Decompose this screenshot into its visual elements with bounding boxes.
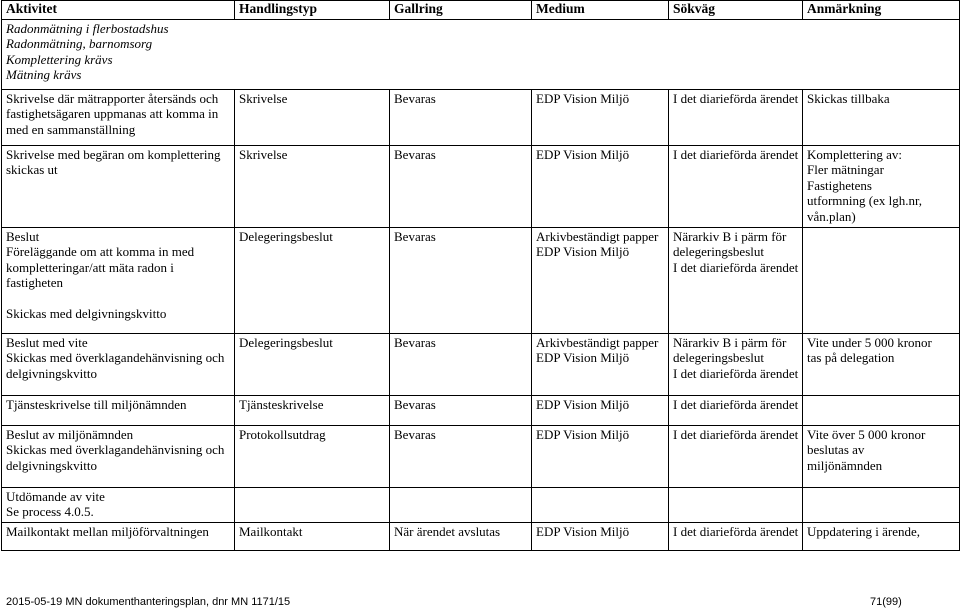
anmarkning-line: miljönämnden	[807, 457, 883, 473]
cell-medium	[532, 145, 669, 227]
cell-handlingstyp	[235, 333, 390, 395]
cell-handlingstyp	[235, 425, 390, 487]
handlingstyp-line: Delegeringsbeslut	[239, 228, 333, 244]
cell-sokvag	[669, 395, 803, 425]
anmarkning-line: Komplettering av:	[807, 146, 902, 162]
sokvag-line: I det diarieförda ärendet	[673, 146, 799, 162]
handlingstyp-line: Tjänsteskrivelse	[239, 396, 324, 412]
header-handlingstyp: Handlingstyp	[235, 1, 390, 20]
cell-aktivitet	[2, 395, 235, 425]
cell-anmarkning	[803, 425, 960, 487]
cell-handlingstyp	[235, 89, 390, 145]
gallring-line: Bevaras	[394, 334, 436, 350]
cell-anmarkning	[803, 89, 960, 145]
cell-aktivitet	[2, 145, 235, 227]
aktivitet-line: Se process 4.0.5.	[6, 504, 94, 519]
intro-row	[2, 19, 960, 89]
document-plan-table	[1, 0, 960, 551]
gallring-line: När ärendet avslutas	[394, 523, 501, 539]
cell-medium	[532, 89, 669, 145]
aktivitet-line: kompletteringar/att mäta radon i	[6, 259, 174, 275]
cell-handlingstyp	[235, 145, 390, 227]
anmarkning-line: Uppdatering i ärende,	[807, 523, 920, 539]
cell-gallring	[390, 487, 532, 522]
table-row	[2, 227, 960, 333]
aktivitet-line: delgivningskvitto	[6, 457, 97, 473]
handlingstyp-line: Skrivelse	[239, 146, 288, 162]
cell-aktivitet	[2, 89, 235, 145]
anmarkning-line: beslutas av	[807, 442, 865, 457]
cell-aktivitet	[2, 227, 235, 333]
anmarkning-line: Vite under 5 000 kronor	[807, 334, 932, 350]
sokvag-line: I det diarieförda ärendet	[673, 396, 799, 412]
cell-sokvag	[669, 487, 803, 522]
table-row	[2, 89, 960, 145]
medium-line: EDP Vision Miljö	[536, 350, 630, 365]
anmarkning-line: vån.plan)	[807, 208, 856, 224]
cell-anmarkning	[803, 145, 960, 227]
cell-medium	[532, 333, 669, 395]
cell-gallring	[390, 333, 532, 395]
anmarkning-line: Fler mätningar	[807, 162, 884, 177]
cell-gallring	[390, 522, 532, 550]
intro-cell	[2, 19, 960, 89]
sokvag-line: Närarkiv B i pärm för	[673, 228, 787, 244]
cell-anmarkning	[803, 522, 960, 550]
sokvag-line: I det diarieförda ärendet	[673, 523, 799, 539]
medium-line: EDP Vision Miljö	[536, 90, 630, 106]
header-row	[2, 1, 960, 20]
sokvag-line: delegeringsbeslut	[673, 244, 764, 259]
table-row	[2, 522, 960, 550]
intro-item: Komplettering krävs	[6, 51, 113, 67]
medium-line: Arkivbeständigt papper	[536, 334, 659, 350]
sokvag-line: I det diarieförda ärendet	[673, 259, 799, 275]
header-aktivitet: Aktivitet	[2, 1, 235, 20]
aktivitet-line: Skrivelse där mätrapporter återsänds och	[6, 90, 219, 106]
aktivitet-line: Skickas med delgivningskvitto	[6, 306, 167, 321]
aktivitet-line: fastighetsägaren uppmanas att komma in	[6, 106, 219, 121]
aktivitet-line: med en sammanställning	[6, 121, 136, 137]
aktivitet-line: Tjänsteskrivelse till miljönämnden	[6, 396, 187, 412]
aktivitet-line: Beslut med vite	[6, 334, 88, 350]
header-medium: Medium	[532, 1, 669, 20]
medium-line: Arkivbeständigt papper	[536, 228, 659, 244]
gallring-line: Bevaras	[394, 228, 436, 244]
intro-item: Mätning krävs	[6, 67, 82, 82]
cell-aktivitet	[2, 487, 235, 522]
aktivitet-line: fastigheten	[6, 275, 64, 290]
gallring-line: Bevaras	[394, 396, 436, 412]
cell-sokvag	[669, 333, 803, 395]
gallring-line: Bevaras	[394, 90, 436, 106]
aktivitet-line	[6, 291, 231, 307]
cell-medium	[532, 522, 669, 550]
anmarkning-line: Skickas tillbaka	[807, 90, 890, 106]
handlingstyp-line: Delegeringsbeslut	[239, 334, 333, 350]
intro-item: Radonmätning, barnomsorg	[6, 36, 153, 51]
cell-anmarkning	[803, 333, 960, 395]
cell-handlingstyp	[235, 522, 390, 550]
table-row	[2, 395, 960, 425]
cell-handlingstyp	[235, 487, 390, 522]
medium-line: EDP Vision Miljö	[536, 396, 630, 412]
anmarkning-line: utformning (ex lgh.nr,	[807, 193, 923, 208]
medium-line: EDP Vision Miljö	[536, 426, 630, 442]
medium-line: EDP Vision Miljö	[536, 523, 630, 539]
cell-medium	[532, 425, 669, 487]
cell-aktivitet	[2, 333, 235, 395]
anmarkning-line: tas på delegation	[807, 350, 895, 365]
medium-line: EDP Vision Miljö	[536, 146, 630, 162]
gallring-line: Bevaras	[394, 146, 436, 162]
intro-item: Radonmätning i flerbostadshus	[6, 20, 169, 36]
aktivitet-line: Beslut av miljönämnden	[6, 426, 134, 442]
cell-aktivitet	[2, 522, 235, 550]
sokvag-line: I det diarieförda ärendet	[673, 365, 799, 381]
footer-document-reference: 2015-05-19 MN dokumenthanteringsplan, dnr MN 1171/15	[6, 596, 291, 608]
aktivitet-line: Skrivelse med begäran om komplettering	[6, 146, 221, 162]
sokvag-line: I det diarieförda ärendet	[673, 426, 799, 442]
cell-sokvag	[669, 227, 803, 333]
cell-anmarkning	[803, 487, 960, 522]
table-row	[2, 487, 960, 522]
sokvag-line: Närarkiv B i pärm för	[673, 334, 787, 350]
cell-anmarkning	[803, 227, 960, 333]
cell-aktivitet	[2, 425, 235, 487]
cell-gallring	[390, 227, 532, 333]
handlingstyp-line: Skrivelse	[239, 90, 288, 106]
cell-anmarkning	[803, 395, 960, 425]
sokvag-line: delegeringsbeslut	[673, 350, 764, 365]
aktivitet-line: Mailkontakt mellan miljöförvaltningen	[6, 523, 209, 539]
cell-medium	[532, 227, 669, 333]
header-sokvag: Sökväg	[669, 1, 803, 20]
cell-handlingstyp	[235, 227, 390, 333]
gallring-line: Bevaras	[394, 426, 436, 442]
cell-sokvag	[669, 425, 803, 487]
cell-medium	[532, 395, 669, 425]
anmarkning-line: Vite över 5 000 kronor	[807, 426, 926, 442]
footer-page-number: 71(99)	[870, 596, 902, 608]
aktivitet-line: delgivningskvitto	[6, 365, 97, 381]
cell-handlingstyp	[235, 395, 390, 425]
aktivitet-line: Föreläggande om att komma in med	[6, 244, 195, 259]
cell-gallring	[390, 395, 532, 425]
cell-sokvag	[669, 89, 803, 145]
aktivitet-line: Utdömande av vite	[6, 488, 105, 504]
cell-sokvag	[669, 522, 803, 550]
table-row	[2, 333, 960, 395]
cell-gallring	[390, 89, 532, 145]
header-gallring: Gallring	[390, 1, 532, 20]
aktivitet-line: skickas ut	[6, 162, 58, 177]
cell-sokvag	[669, 145, 803, 227]
handlingstyp-line: Protokollsutdrag	[239, 426, 326, 442]
table-row	[2, 145, 960, 227]
aktivitet-line: Beslut	[6, 228, 40, 244]
sokvag-line: I det diarieförda ärendet	[673, 90, 799, 106]
anmarkning-line: Fastighetens	[807, 177, 872, 193]
medium-line: EDP Vision Miljö	[536, 244, 630, 259]
header-anmarkning: Anmärkning	[803, 1, 960, 20]
handlingstyp-line: Mailkontakt	[239, 523, 303, 539]
cell-medium	[532, 487, 669, 522]
table-row	[2, 425, 960, 487]
cell-gallring	[390, 425, 532, 487]
cell-gallring	[390, 145, 532, 227]
aktivitet-line: Skickas med överklagandehänvisning och	[6, 442, 225, 457]
aktivitet-line: Skickas med överklagandehänvisning och	[6, 350, 225, 365]
